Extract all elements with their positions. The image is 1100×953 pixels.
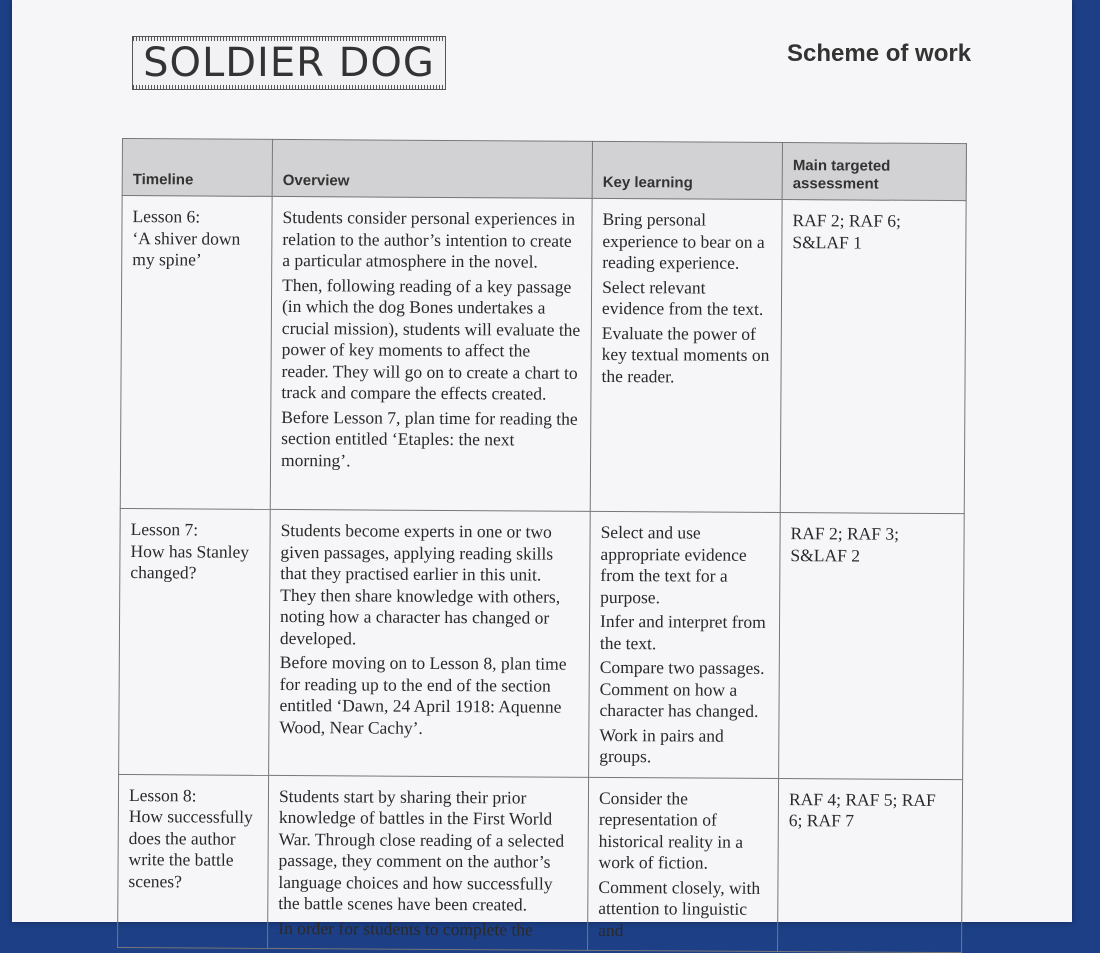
header-assessment: Main targeted assessment [782, 143, 966, 201]
key-learning-cell [589, 511, 781, 778]
timeline-cell [120, 196, 272, 510]
timeline-line: changed? [130, 562, 197, 583]
key-learning-item: Infer and interpret from the text. [599, 610, 766, 653]
key-learning-item: Comment closely, with attention to linguistic and [598, 876, 761, 940]
timeline-line: Lesson 7: [130, 519, 199, 540]
key-learning-item: Compare two passages. Comment on how a character has changed. [599, 656, 765, 721]
overview-cell [269, 509, 591, 776]
overview-paragraph: Students start by sharing their prior knowledge of battles in the First World War. Through close reading of a selected passage, they comment on the author’s language choices and how successfully the battle scenes have been created. [278, 785, 565, 915]
table-row [120, 196, 966, 514]
timeline-line: How has Stanley [130, 540, 250, 562]
table-row [119, 508, 965, 779]
assessment-cell: RAF 2; RAF 3; S&LAF 2 [779, 513, 965, 780]
logo-text: SOLDIER DOG [143, 40, 435, 86]
header-timeline: Timeline [122, 139, 272, 197]
timeline-line: How successfully [128, 806, 253, 827]
header-overview: Overview [272, 139, 592, 198]
timeline-line: does the author [128, 827, 236, 849]
table-row [118, 774, 963, 953]
scheme-table [117, 138, 967, 953]
assessment-cell: RAF 4; RAF 5; RAF 6; RAF 7 [778, 778, 963, 953]
logo [132, 36, 446, 90]
timeline-cell [119, 508, 271, 774]
key-learning-item: Bring personal experience to bear on a reading experience. [602, 208, 765, 273]
header-key-learning: Key learning [592, 141, 782, 199]
key-learning-item: Evaluate the power of key textual moments on the reader. [601, 322, 770, 386]
key-learning-cell [588, 777, 779, 952]
key-learning-item: Select relevant evidence from the text. [601, 276, 764, 319]
key-learning-cell [590, 198, 782, 512]
overview-paragraph: Then, following reading of a key passage (in which the dog Bones undertakes a crucial mission), students will evaluate the power of key moments to affect the reader. They will go on to create a chart to track and compare the effects created. [281, 274, 581, 404]
timeline-cell [118, 774, 269, 948]
overview-paragraph: Before Lesson 7, plan time for reading the section entitled ‘Etaples: the next morning’. [280, 406, 578, 470]
assessment-cell: RAF 2; RAF 6; S&LAF 1 [780, 200, 966, 514]
document-title: Scheme of work [787, 40, 972, 67]
overview-cell [270, 196, 592, 511]
timeline-line: Lesson 6: [132, 206, 201, 227]
key-learning-item: Consider the representation of historical reality in a work of fiction. [598, 787, 744, 873]
overview-cell [268, 775, 589, 950]
key-learning-item: Work in pairs and groups. [599, 724, 724, 767]
timeline-line: scenes? [128, 870, 182, 891]
key-learning-item: Select and use appropriate evidence from the text for a purpose. [600, 521, 747, 607]
overview-paragraph: In order for students to complete the [278, 917, 533, 940]
timeline-line: ‘A shiver down [132, 227, 241, 249]
timeline-line: Lesson 8: [128, 784, 197, 805]
timeline-line: write the battle [128, 849, 234, 870]
timeline-line: my spine’ [132, 249, 202, 270]
overview-paragraph: Before moving on to Lesson 8, plan time for reading up to the end of the section entitled ‘Dawn, 24 April 1918: Aquenne Wood, Near Cachy’. [279, 651, 567, 738]
overview-paragraph: Students consider personal experiences in relation to the author’s intention to create a particular atmosphere in the novel. [282, 206, 576, 272]
table-header-row [122, 139, 966, 201]
overview-paragraph: Students become experts in one or two given passages, applying reading skills that they practised earlier in this unit. They then share knowledge with others, noting how a character has changed or developed. [279, 519, 561, 648]
